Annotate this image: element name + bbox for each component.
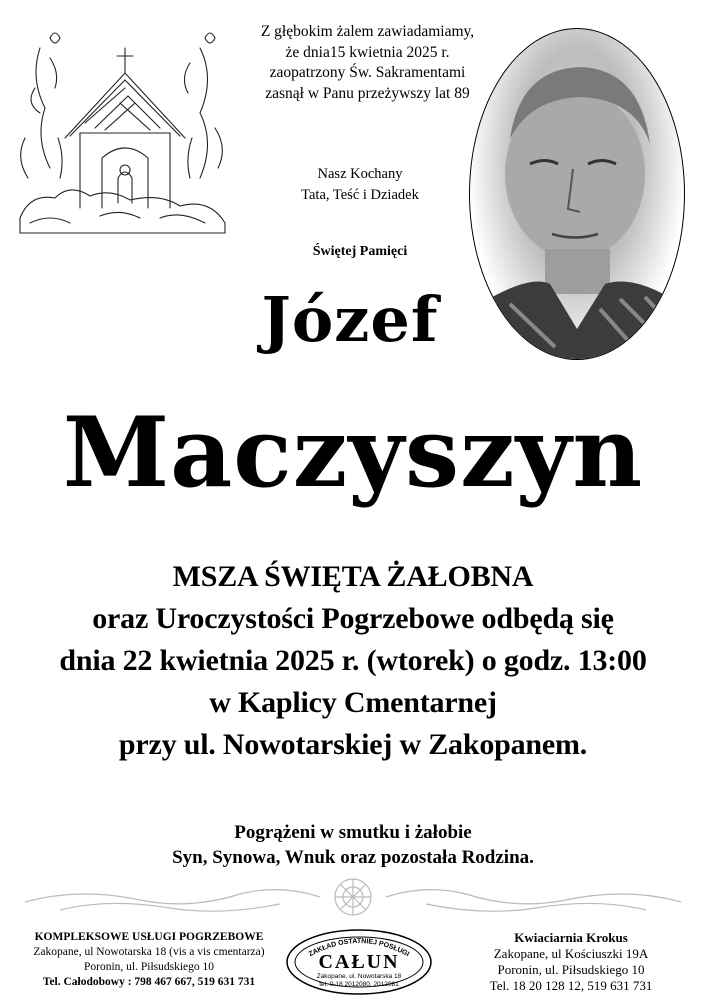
relation-line: Nasz Kochany [317, 166, 403, 182]
mourners-line: Pogrążeni w smutku i żałobie [234, 822, 472, 843]
memory-label: Świętej Pamięci [312, 244, 408, 259]
florist-address: Poronin, ul. Piłsudskiego 10 [497, 962, 645, 977]
deceased-last-name: Maczyszyn [62, 396, 644, 509]
logo-phone: tel. 0-18 2012080, 2012081 [319, 981, 399, 988]
intro-line: zasnął w Panu przeżywszy lat 89 [265, 84, 470, 102]
florist-info [440, 930, 702, 994]
intro-line: że dnia15 kwietnia 2025 r. [285, 43, 450, 61]
service-line: dnia 22 kwietnia 2025 r. (wtorek) o godz. 13:00 [59, 644, 647, 677]
funeral-services-phone: Tel. Całodobowy : 798 467 667, 519 631 731 [42, 976, 256, 988]
florist-address: Zakopane, ul Kościuszki 19A [493, 946, 649, 961]
logo-name: CAŁUN [318, 951, 400, 973]
portrait-photo [469, 28, 685, 360]
florist-name: Kwiaciarnia Krokus [514, 930, 628, 945]
florist-phone: Tel. 18 20 128 12, 519 631 731 [489, 978, 653, 993]
funeral-services-info [8, 930, 290, 990]
funeral-services-address: Zakopane, ul Nowotarska 18 (vis a vis cmentarza) [33, 946, 265, 958]
service-line: oraz Uroczystości Pogrzebowe odbędą się [92, 602, 614, 635]
relation-line: Tata, Teść i Dziadek [301, 187, 419, 203]
calun-logo [284, 928, 434, 996]
funeral-services-title: KOMPLEKSOWE USŁUGI POGRZEBOWE [34, 931, 264, 943]
funeral-services-address: Poronin, ul. Piłsudskiego 10 [83, 961, 215, 973]
logo-address: Zakopane, ul. Nowotarska 18 [316, 973, 402, 980]
intro-text [225, 22, 510, 104]
logo-arc-text: ZAKŁAD OSTATNIEJ POSŁUGI [307, 937, 411, 959]
relation-text [250, 164, 470, 206]
mourners-line: Syn, Synowa, Wnuk oraz pozostała Rodzina. [172, 847, 534, 868]
intro-line: zaopatrzony Św. Sakramentami [269, 64, 466, 81]
ornament-divider [20, 872, 686, 922]
service-line: MSZA ŚWIĘTA ŻAŁOBNA [172, 560, 534, 593]
intro-line: Z głębokim żalem zawiadamiamy, [260, 23, 475, 40]
service-line: w Kaplicy Cmentarnej [209, 686, 497, 719]
mourners-text [0, 820, 706, 870]
chapel-illustration [10, 18, 235, 248]
service-announcement [0, 556, 706, 766]
deceased-first-name: Józef [261, 283, 439, 356]
service-line: przy ul. Nowotarskiej w Zakopanem. [118, 728, 588, 761]
